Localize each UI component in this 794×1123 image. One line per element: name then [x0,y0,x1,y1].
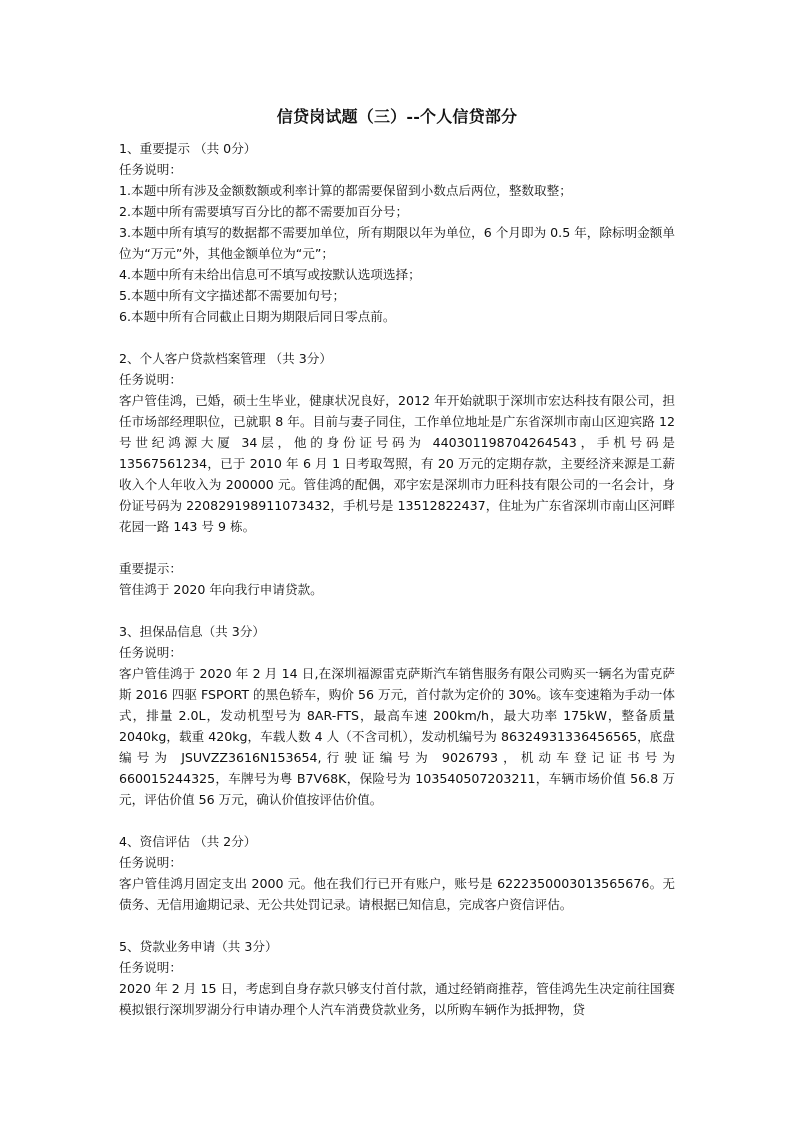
section-1-item-2: 2.本题中所有需要填写百分比的都不需要加百分号； [119,204,409,219]
blank-line [119,600,675,621]
section-1-item-6: 6.本题中所有合同截止日期为期限后同日零点前。 [119,309,396,324]
section-2-note-body: 管佳鸿于 2020 年向我行申请贷款。 [119,582,323,597]
section-1-item-3: 3.本题中所有填写的数据都不需要加单位，所有期限以年为单位，6 个月即为 0.5 年，除标明金额单位为“万元”外，其他金额单位为“元”； [119,225,675,261]
section-2-body: 客户管佳鸿，已婚，硕士生毕业，健康状况良好，2012 年开始就职于深圳市宏达科技有限公司，担任市场部经理职位，已就职 8 年。目前与妻子同住，工作单位地址是广东省深圳市南山区迎宾路 12 号世纪鸿源大厦 34层，他的身份证号码为 44030119870426​4543，手机号码是 13567561234，已于 2010 年 6 月 1 日考取驾照，有 20 万元的定期存款，主要经济来源是工薪收入个人年收入为 200000 元。管佳鸿的配偶，邓宇宏是深圳市力旺科技有限公司的一名会计，身份证号码为 220829198911073432，手机号是 13512822437，住址为广东省深圳市南山区河畔花园一路 143 号 9 栋。 [119,393,675,534]
section-4-body: 客户管佳鸿月固定支出 2000 元。他在我们行已开有账户，账号是 6222350003013565676。无债务、无信用逾期记录、无公共处罚记录。请根据已知信息，完成客户资信评估。 [119,876,675,912]
blank-line [119,810,675,831]
section-3-body: 客户管佳鸿于 2020 年 2 月 14 日,在深圳福源雷克萨斯汽车销售服务有限公司购买一辆名为雷克萨斯 2016 四驱 FSPORT 的黑色轿车，购价 56 万元，首付款为定价的 30%。该车变速箱为手动一体式，排量 2.0L，发动机型号为 8AR-FTS，最高车速 200km/h，最大功率 175kW，整备质量 2040kg，载重 420kg，车载人数 4 人（不含司机），发动机编号为 86324931336456565，底盘编号为 JSUVZZ3616N153654,行驶证编号为 9026793，机动车登记证书号为 660015244325，车牌号为粤 B7V68K，保险号为 103540507203211，车辆市场价值 56.8 万元，评估价值 56 万元，确认价值按评估价值。 [119,666,675,807]
section-1-subheading: 任务说明： [119,162,182,177]
blank-line [119,327,675,348]
section-2-note-heading: 重要提示： [119,561,182,576]
section-3-heading: 3、担保品信息（共 3分） [119,624,265,639]
blank-line [119,915,675,936]
section-2-subheading: 任务说明： [119,372,182,387]
section-3-subheading: 任务说明： [119,645,182,660]
section-4-heading: 4、资信评估 （共 2分） [119,834,257,849]
document-page [119,104,675,1020]
section-5-subheading: 任务说明： [119,960,182,975]
section-1-item-5: 5.本题中所有文字描述都不需要加句号； [119,288,346,303]
document-title: 信贷岗试题（三）--个人信贷部分 [276,107,518,126]
section-4-subheading: 任务说明： [119,855,182,870]
blank-line [119,537,675,558]
section-1-heading: 1、重要提示 （共 0分） [119,141,257,156]
section-1-item-4: 4.本题中所有未给出信息可不填写或按默认选项选择； [119,267,421,282]
section-2-heading: 2、个人客户贷款档案管理 （共 3分） [119,351,332,366]
section-1-item-1: 1.本题中所有涉及金额数额或利率计算的都需要保留到小数点后两位，整数取整； [119,183,572,198]
section-5-body: 2020 年 2 月 15 日，考虑到自身存款只够支付首付款，通过经销商推荐，管佳鸿先生决定前往国赛模拟银行深圳罗湖分行申请办理个人汽车消费贷款业务，以所购车辆作为抵押物，贷 [119,981,675,1017]
section-5-heading: 5、贷款业务申请（共 3分） [119,939,278,954]
